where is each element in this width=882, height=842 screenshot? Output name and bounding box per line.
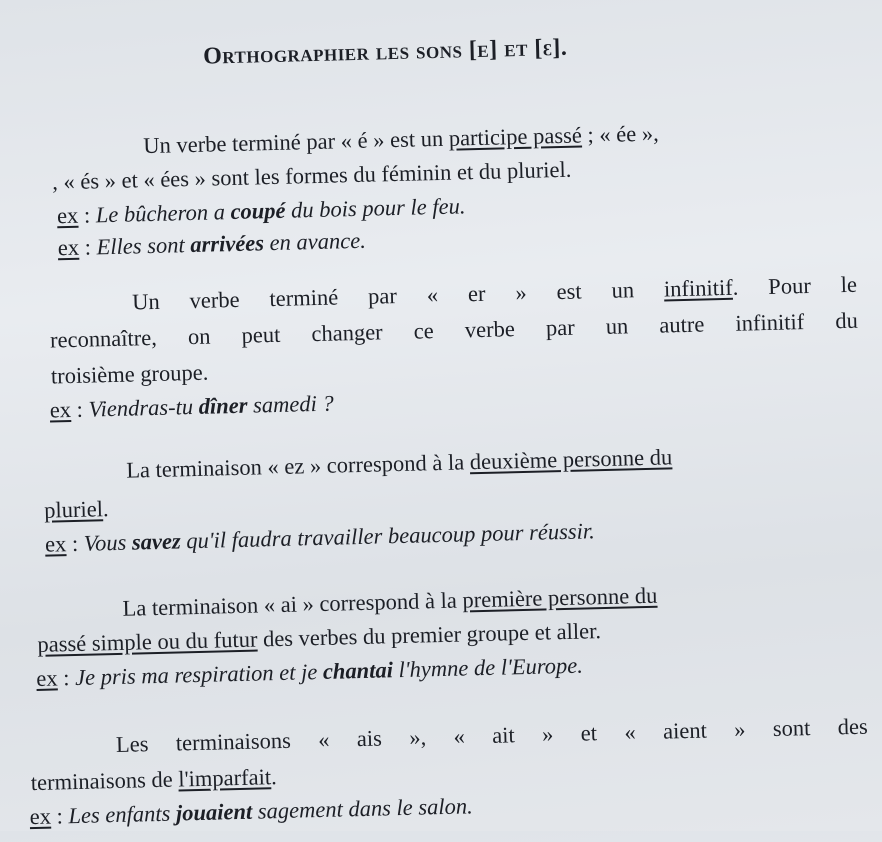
example-label: ex xyxy=(56,202,79,229)
s1-text: Un verbe terminé par « é » est un xyxy=(143,125,450,159)
example-label: ex xyxy=(44,531,67,557)
example-verb: jouaient xyxy=(175,798,253,826)
s2-term-infinitif: infinitif xyxy=(663,274,733,302)
s4-term-premiere-personne: première personne du xyxy=(462,582,658,613)
s1-line-1 xyxy=(143,120,659,159)
example-text: Vous xyxy=(83,529,133,556)
s4-line-2 xyxy=(37,620,601,656)
example-text: Le bûcheron a xyxy=(95,199,231,228)
example-text: du bois pour le feu. xyxy=(285,193,466,223)
s1-term-participe-passe: participe passé xyxy=(448,122,583,151)
example-text: sagement dans le salon. xyxy=(251,793,474,824)
s2-line-3: troisième groupe. xyxy=(50,359,209,389)
example-label: ex xyxy=(57,234,80,261)
s5-line-2 xyxy=(31,766,277,795)
example-verb: savez xyxy=(131,528,181,555)
example-label: ex xyxy=(36,665,58,691)
example-separator: : xyxy=(70,396,89,423)
s1-example-2 xyxy=(57,227,367,261)
s3-text: . xyxy=(102,496,109,522)
s5-term-imparfait: l'imparfait xyxy=(177,764,272,792)
s3-line-1 xyxy=(126,446,672,482)
s5-line-1: Les terminaisons « ais », « ait » et « aient » sont des xyxy=(115,713,869,758)
s4-term-passe-simple-futur: passé simple ou du futur xyxy=(37,626,258,657)
s2-line-2: reconnaître, on peut changer ce verbe par un autre infinitif du xyxy=(49,307,859,353)
example-separator: : xyxy=(77,202,97,228)
example-text: samedi ? xyxy=(247,390,334,418)
s3-example xyxy=(45,520,595,556)
s5-text: terminaisons de xyxy=(30,766,179,796)
example-separator: : xyxy=(78,234,97,260)
example-text: l'hymne de l'Europe. xyxy=(392,652,584,683)
example-verb: chantai xyxy=(322,657,394,684)
s5-example xyxy=(29,795,473,828)
s5-text: . xyxy=(270,764,277,790)
s2-example xyxy=(49,390,334,423)
page-title: Orthographier les sons [e] et [ɛ]. xyxy=(202,34,568,70)
s4-text: des verbes du premier groupe et aller. xyxy=(257,618,602,652)
example-verb: coupé xyxy=(230,197,286,225)
s4-example xyxy=(36,652,584,691)
s1-example-1 xyxy=(57,195,466,227)
example-text: Elles sont xyxy=(96,232,191,260)
example-verb: dîner xyxy=(198,392,248,419)
example-text: en avance. xyxy=(263,227,367,256)
example-text: Viendras-tu xyxy=(88,393,199,422)
s4-line-1 xyxy=(122,582,658,621)
s3-line-2 xyxy=(44,498,109,522)
s2-text: . Pour le xyxy=(732,271,858,300)
s3-term-deuxieme-personne: deuxième personne du xyxy=(469,444,673,475)
example-label: ex xyxy=(29,803,52,830)
example-verb: arrivées xyxy=(189,230,265,258)
s2-text: Un verbe terminé par « er » est un xyxy=(131,276,665,315)
s3-text: La terminaison « ez » correspond à la xyxy=(125,449,471,483)
example-text: qu'il faudra travailler beaucoup pour réussir. xyxy=(180,518,596,554)
example-separator: : xyxy=(50,803,69,829)
example-text: Les enfants xyxy=(68,800,177,829)
s2-line-1 xyxy=(131,271,858,315)
example-label: ex xyxy=(49,397,72,423)
example-separator: : xyxy=(65,530,85,557)
s3-term-pluriel: pluriel xyxy=(43,496,104,523)
s4-text: La terminaison « ai » correspond à la xyxy=(122,587,463,621)
s1-line-2: , « és » et « ées » sont les formes du féminin et du pluriel. xyxy=(51,156,572,195)
s1-text: ; « ée », xyxy=(581,120,659,148)
example-text: Je pris ma respiration et je xyxy=(74,658,324,690)
example-separator: : xyxy=(57,664,76,691)
